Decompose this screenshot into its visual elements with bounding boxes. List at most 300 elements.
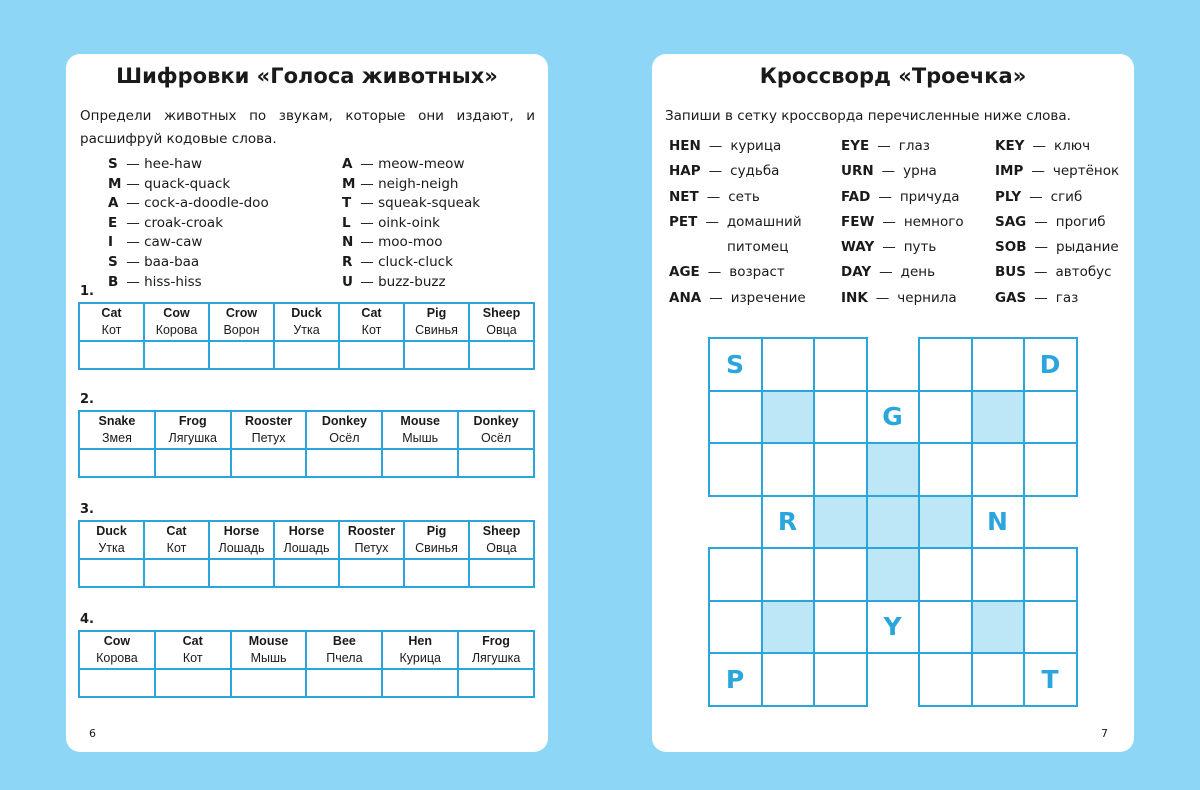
- decode-table: [78, 410, 535, 478]
- crossword-cell[interactable]: [867, 391, 919, 443]
- grid-line: [866, 600, 921, 602]
- word-english: SOB: [995, 239, 1027, 256]
- table-word-cell: [339, 521, 404, 559]
- word-english: SAG: [995, 213, 1027, 230]
- word-entry: [841, 161, 964, 186]
- table-word-cell: [306, 631, 382, 669]
- table-word-cell: [469, 303, 534, 341]
- answer-cell[interactable]: [79, 669, 155, 697]
- grid-line: [761, 495, 763, 550]
- answer-cell[interactable]: [79, 449, 155, 477]
- code-row: N — moo-moo: [342, 233, 480, 253]
- word-meaning: изречение: [730, 289, 806, 306]
- code-row: M — neigh-neigh: [342, 175, 480, 195]
- code-sound: cluck-cluck: [378, 253, 453, 270]
- crossword-cell[interactable]: [814, 548, 866, 600]
- codes-list-left: [108, 155, 269, 292]
- word-dash: —: [879, 264, 893, 281]
- table-word-cell: [458, 631, 534, 669]
- word-english: Cat: [361, 306, 382, 320]
- grid-line: [708, 547, 710, 602]
- word-english: NET: [669, 188, 699, 205]
- grid-line: [918, 390, 920, 445]
- grid-line: [761, 337, 763, 392]
- word-entry: [995, 161, 1119, 186]
- crossword-cell[interactable]: [814, 338, 866, 390]
- table-word-cell: [274, 521, 339, 559]
- word-english: Mouse: [400, 414, 441, 428]
- word-english: Horse: [223, 524, 260, 538]
- answer-cell[interactable]: [144, 559, 209, 587]
- grid-line: [708, 337, 763, 339]
- word-russian: Курица: [399, 651, 441, 665]
- answer-cell[interactable]: [469, 559, 534, 587]
- grid-line: [866, 652, 868, 707]
- table-number: 3.: [80, 502, 94, 517]
- grid-line: [918, 652, 973, 654]
- crossword-cell[interactable]: [709, 443, 761, 495]
- word-russian: Пчела: [326, 651, 363, 665]
- grid-line: [971, 600, 1026, 602]
- grid-line: [971, 442, 1026, 444]
- right-page-title: Кроссворд «Троечка»: [759, 64, 1027, 88]
- word-english: FAD: [841, 188, 871, 205]
- code-sound: cock-a-doodle-doo: [144, 195, 269, 212]
- answer-cell[interactable]: [458, 669, 534, 697]
- word-entry: [841, 212, 964, 237]
- code-row: T — squeak-squeak: [342, 194, 480, 214]
- left-page-title: Шифровки «Голоса животных»: [116, 64, 498, 88]
- answer-cell[interactable]: [306, 669, 382, 697]
- grid-line: [866, 390, 921, 392]
- table-number: 4.: [80, 612, 94, 627]
- crossword-cell[interactable]: [814, 496, 866, 548]
- grid-line: [1023, 600, 1025, 655]
- table-word-cell: [155, 411, 231, 449]
- word-english: Mouse: [248, 634, 289, 648]
- word-russian: Лягушка: [471, 651, 521, 665]
- word-english: Horse: [288, 524, 325, 538]
- word-dash: —: [882, 239, 896, 256]
- crossword-cell[interactable]: [762, 601, 814, 653]
- answer-cell[interactable]: [209, 559, 274, 587]
- codes-list-right: [342, 155, 480, 292]
- answer-cell[interactable]: [339, 341, 404, 369]
- table-word-cell: [209, 521, 274, 559]
- answer-cell[interactable]: [306, 449, 382, 477]
- word-english: AGE: [669, 264, 700, 281]
- crossword-cell[interactable]: [709, 391, 761, 443]
- grid-line: [971, 390, 1026, 392]
- crossword-cell[interactable]: [972, 653, 1024, 705]
- grid-line: [971, 652, 973, 707]
- answer-cell[interactable]: [79, 341, 144, 369]
- word-russian: Ворон: [223, 323, 260, 337]
- code-letter: B: [108, 273, 119, 290]
- word-meaning: газ: [1055, 289, 1079, 306]
- grid-line: [918, 337, 920, 392]
- crossword-cell[interactable]: [867, 443, 919, 495]
- word-meaning: день: [900, 264, 936, 281]
- word-english: Pig: [426, 306, 447, 320]
- crossword-cell[interactable]: [814, 601, 866, 653]
- crossword-cell[interactable]: [867, 601, 919, 653]
- word-entry: [841, 187, 964, 212]
- answer-cell[interactable]: [404, 341, 469, 369]
- word-dash: —: [882, 213, 896, 230]
- crossword-cell[interactable]: [762, 443, 814, 495]
- grid-line: [813, 390, 815, 445]
- word-meaning: курица: [730, 138, 782, 154]
- answer-cell[interactable]: [382, 449, 458, 477]
- word-english: Rooster: [244, 414, 293, 428]
- word-russian: Петух: [354, 541, 389, 555]
- word-english: GAS: [995, 289, 1027, 306]
- crossword-letter: G: [882, 402, 903, 431]
- grid-line: [918, 390, 973, 392]
- grid-line: [866, 495, 868, 550]
- word-russian: Петух: [251, 431, 286, 445]
- code-letter: E: [108, 214, 118, 231]
- answer-cell[interactable]: [339, 559, 404, 587]
- grid-line: [813, 337, 815, 392]
- crossword-cell[interactable]: [919, 338, 971, 390]
- crossword-cell[interactable]: [762, 653, 814, 705]
- table-word-cell: [79, 303, 144, 341]
- code-row: M — quack-quack: [108, 175, 269, 195]
- code-row: R — cluck-cluck: [342, 253, 480, 273]
- word-entry-continued: [669, 237, 806, 262]
- grid-line: [813, 442, 868, 444]
- grid-line: [1076, 652, 1078, 707]
- crossword-cell[interactable]: [972, 548, 1024, 600]
- grid-line: [761, 442, 763, 497]
- code-letter: S: [108, 253, 118, 270]
- crossword-letter: P: [725, 664, 745, 694]
- crossword-cell[interactable]: [867, 548, 919, 600]
- crossword-cell[interactable]: [1024, 601, 1076, 653]
- code-sound: quack-quack: [144, 175, 231, 192]
- answer-cell[interactable]: [209, 341, 274, 369]
- word-dash: —: [1031, 163, 1045, 180]
- crossword-cell[interactable]: [762, 338, 814, 390]
- word-dash: —: [706, 188, 721, 205]
- code-sound: buzz-buzz: [378, 273, 446, 290]
- code-letter: M: [108, 175, 122, 192]
- crossword-cell[interactable]: [919, 601, 971, 653]
- grid-line: [971, 547, 973, 602]
- code-letter: T: [342, 195, 352, 212]
- code-letter: I: [108, 234, 114, 251]
- crossword-cell[interactable]: [709, 653, 761, 705]
- word-meaning: немного: [903, 213, 964, 230]
- crossword-cell[interactable]: [762, 496, 814, 548]
- word-russian: Утка: [98, 541, 125, 555]
- grid-line: [1076, 337, 1078, 392]
- word-english: PET: [669, 213, 698, 230]
- word-entry: [669, 161, 806, 186]
- crossword-cell[interactable]: [972, 496, 1024, 548]
- word-english: Cat: [182, 634, 203, 648]
- word-meaning: домашний: [726, 213, 802, 230]
- word-entry: [995, 288, 1119, 313]
- word-russian: Мышь: [250, 651, 287, 665]
- word-english: Crow: [225, 306, 258, 320]
- crossword-cell[interactable]: [1024, 653, 1076, 705]
- crossword-cell[interactable]: [762, 548, 814, 600]
- word-english: Snake: [98, 414, 136, 428]
- word-entry: [841, 136, 964, 161]
- word-english: INK: [841, 289, 868, 306]
- code-row: U — buzz-buzz: [342, 273, 480, 293]
- answer-cell[interactable]: [274, 559, 339, 587]
- grid-line: [813, 390, 868, 392]
- word-meaning: путь: [903, 239, 937, 256]
- word-english: Bee: [332, 634, 356, 648]
- crossword-cell[interactable]: [1024, 443, 1076, 495]
- table-word-cell: [155, 631, 231, 669]
- word-dash: —: [1032, 138, 1046, 154]
- code-row: A — meow-meow: [342, 155, 480, 175]
- grid-line: [918, 547, 973, 549]
- word-entry: [995, 212, 1119, 237]
- word-dash: —: [1034, 213, 1048, 230]
- word-russian: Утка: [293, 323, 320, 337]
- word-english: Cow: [163, 306, 190, 320]
- word-meaning: судьба: [730, 163, 780, 180]
- answer-cell[interactable]: [155, 449, 231, 477]
- word-entry: [995, 237, 1119, 262]
- crossword-cell[interactable]: [919, 548, 971, 600]
- crossword-cell[interactable]: [1024, 391, 1076, 443]
- grid-line: [813, 600, 868, 602]
- grid-line: [1023, 390, 1025, 445]
- word-english: Frog: [482, 634, 510, 648]
- word-meaning: сгиб: [1050, 188, 1083, 205]
- answer-cell[interactable]: [231, 449, 307, 477]
- grid-line: [708, 652, 710, 707]
- word-english: Cat: [101, 306, 122, 320]
- word-russian: Кот: [101, 323, 122, 337]
- code-letter: U: [342, 273, 353, 290]
- word-english: HAP: [669, 163, 701, 180]
- word-russian: Овца: [486, 541, 517, 555]
- grid-line: [761, 547, 763, 602]
- word-english: Donkey: [321, 414, 367, 428]
- grid-line: [813, 547, 815, 602]
- word-russian: Овца: [486, 323, 517, 337]
- word-russian: Лягушка: [168, 431, 217, 445]
- answer-cell[interactable]: [79, 559, 144, 587]
- word-entry: [669, 288, 806, 313]
- grid-line: [918, 600, 920, 655]
- grid-line: [1023, 652, 1025, 707]
- word-russian: Свинья: [415, 323, 458, 337]
- grid-line: [1023, 495, 1025, 550]
- word-meaning: глаз: [898, 138, 930, 154]
- grid-line: [813, 652, 868, 654]
- grid-line: [971, 442, 973, 497]
- grid-line: [813, 705, 868, 707]
- code-sound: meow-meow: [378, 156, 465, 172]
- crossword-cell[interactable]: [1024, 338, 1076, 390]
- code-sound: oink-oink: [378, 214, 440, 231]
- word-russian: Лошадь: [283, 541, 330, 555]
- decode-table: [78, 520, 535, 588]
- grid-line: [1023, 442, 1025, 497]
- word-english: FEW: [841, 213, 875, 230]
- word-english: Frog: [178, 414, 207, 428]
- grid-line: [971, 337, 1026, 339]
- table-word-cell: [231, 631, 307, 669]
- grid-line: [866, 600, 868, 655]
- word-english: IMP: [995, 163, 1024, 180]
- word-dash: —: [877, 138, 891, 154]
- crossword-cell[interactable]: [867, 496, 919, 548]
- code-letter: A: [342, 156, 353, 172]
- answer-cell[interactable]: [155, 669, 231, 697]
- grid-line: [761, 652, 763, 707]
- crossword-cell[interactable]: [972, 338, 1024, 390]
- word-english: HEN: [669, 138, 701, 154]
- crossword-cell[interactable]: [814, 653, 866, 705]
- crossword-cell[interactable]: [972, 443, 1024, 495]
- table-number: 1.: [80, 284, 94, 299]
- grid-line: [971, 705, 1026, 707]
- crossword-cell[interactable]: [919, 391, 971, 443]
- grid-line: [813, 600, 815, 655]
- code-row: S — baa-baa: [108, 253, 269, 273]
- answer-cell[interactable]: [274, 341, 339, 369]
- grid-line: [971, 495, 973, 550]
- answer-cell[interactable]: [404, 559, 469, 587]
- answer-cell[interactable]: [382, 669, 458, 697]
- word-russian: Свинья: [415, 541, 458, 555]
- crossword-cell[interactable]: [709, 548, 761, 600]
- word-english: Cat: [166, 524, 187, 538]
- grid-line: [1076, 547, 1078, 602]
- code-letter: S: [108, 156, 118, 172]
- code-sound: hiss-hiss: [144, 273, 202, 290]
- code-sound: neigh-neigh: [378, 175, 459, 192]
- code-letter: N: [342, 234, 354, 251]
- grid-line: [761, 600, 763, 655]
- answer-cell[interactable]: [469, 341, 534, 369]
- grid-line: [708, 390, 710, 445]
- grid-line: [1023, 337, 1025, 392]
- code-sound: caw-caw: [144, 234, 203, 251]
- grid-line: [761, 337, 816, 339]
- code-sound: moo-moo: [378, 234, 443, 251]
- grid-line: [761, 600, 816, 602]
- code-row: S — hee-haw: [108, 155, 269, 175]
- code-letter: R: [342, 253, 353, 270]
- grid-line: [761, 390, 816, 392]
- crossword-letter: Y: [883, 612, 902, 641]
- word-russian: Лошадь: [218, 541, 265, 555]
- crossword-cell[interactable]: [972, 601, 1024, 653]
- crossword-letter: D: [1039, 349, 1061, 379]
- grid-line: [918, 442, 920, 497]
- decode-table: [78, 630, 535, 698]
- grid-line: [971, 337, 973, 392]
- grid-line: [1023, 600, 1078, 602]
- word-dash: —: [1033, 264, 1048, 281]
- word-english: Rooster: [347, 524, 396, 538]
- word-dash: —: [709, 289, 723, 306]
- right-intro-text: Запиши в сетку кроссворда перечисленные ниже слова.: [665, 108, 1071, 124]
- grid-line: [918, 705, 973, 707]
- crossword-cell[interactable]: [762, 391, 814, 443]
- word-russian: Корова: [96, 651, 138, 665]
- word-column-2: [841, 136, 964, 313]
- grid-line: [866, 495, 921, 497]
- grid-line: [866, 337, 868, 392]
- grid-line: [708, 600, 763, 602]
- crossword-cell[interactable]: [972, 391, 1024, 443]
- code-sound: croak-croak: [144, 214, 224, 231]
- crossword-cell[interactable]: [814, 443, 866, 495]
- grid-line: [761, 547, 816, 549]
- crossword-letter: S: [725, 349, 744, 379]
- grid-line: [918, 600, 973, 602]
- table-word-cell: [469, 521, 534, 559]
- crossword-cell[interactable]: [709, 601, 761, 653]
- code-row: B — hiss-hiss: [108, 273, 269, 293]
- word-meaning: чертёнок: [1052, 163, 1120, 180]
- answer-cell[interactable]: [144, 341, 209, 369]
- answer-cell[interactable]: [231, 669, 307, 697]
- crossword-cell[interactable]: [814, 391, 866, 443]
- table-word-cell: [339, 303, 404, 341]
- word-english: Sheep: [482, 524, 521, 538]
- grid-line: [761, 390, 763, 445]
- crossword-cell[interactable]: [919, 443, 971, 495]
- word-entry: [841, 237, 964, 262]
- crossword-cell[interactable]: [919, 496, 971, 548]
- word-english: EYE: [841, 138, 870, 154]
- word-russian: Мышь: [402, 431, 439, 445]
- word-dash: —: [1034, 239, 1048, 256]
- table-word-cell: [382, 631, 458, 669]
- word-english: Sheep: [482, 306, 521, 320]
- word-english: Duck: [96, 524, 127, 538]
- word-column-1: [669, 136, 806, 313]
- crossword-cell[interactable]: [1024, 548, 1076, 600]
- crossword-cell[interactable]: [709, 338, 761, 390]
- grid-line: [971, 390, 973, 445]
- grid-line: [813, 547, 868, 549]
- word-english: BUS: [995, 264, 1026, 281]
- code-sound: baa-baa: [144, 253, 200, 270]
- word-dash: —: [708, 138, 723, 154]
- code-sound: hee-haw: [144, 156, 203, 172]
- word-english: PLY: [995, 188, 1022, 205]
- grid-line: [1076, 442, 1078, 497]
- word-english: Pig: [426, 524, 447, 538]
- grid-line: [708, 600, 710, 655]
- table-word-cell: [79, 411, 155, 449]
- answer-cell[interactable]: [458, 449, 534, 477]
- grid-line: [1023, 337, 1078, 339]
- crossword-cell[interactable]: [919, 653, 971, 705]
- code-letter: A: [108, 195, 119, 212]
- grid-line: [813, 337, 868, 339]
- grid-line: [1076, 390, 1078, 445]
- code-row: A — cock-a-doodle-doo: [108, 194, 269, 214]
- grid-line: [708, 652, 763, 654]
- table-word-cell: [458, 411, 534, 449]
